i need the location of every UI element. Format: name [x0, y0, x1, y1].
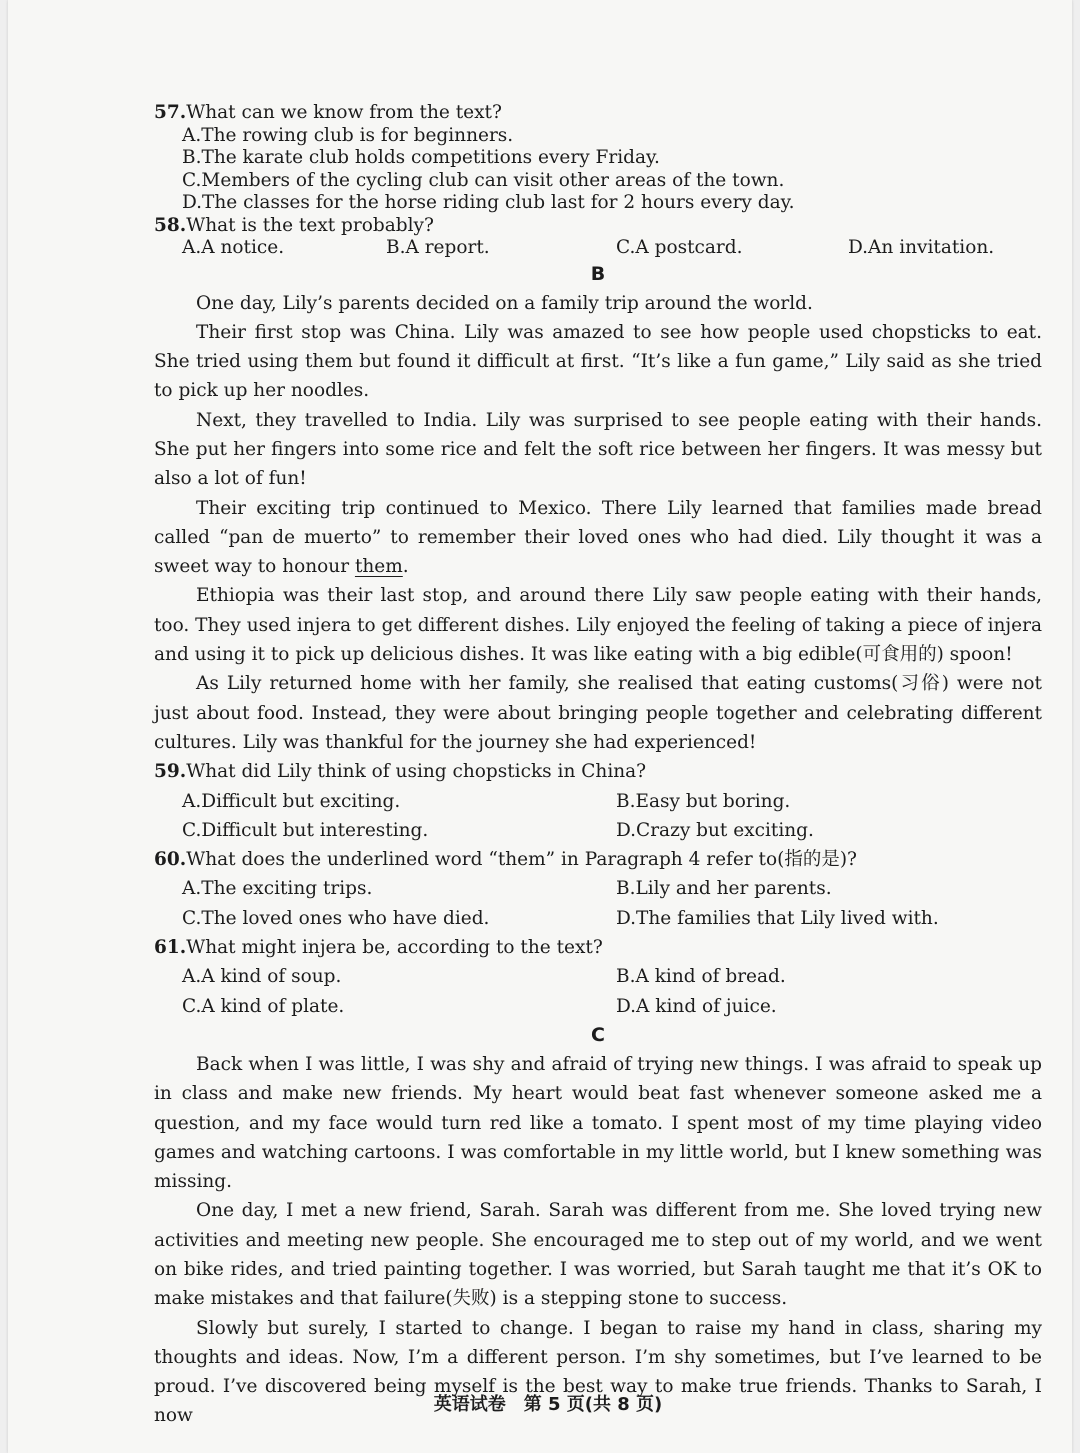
paragraph: Their exciting trip continued to Mexico. There Lily learned that families made bread called “pan de muerto” to remember their loved ones who had died. Lily thought it was a sweet way to honour them. — [154, 497, 1042, 578]
question-stem: 57.What can we know from the text? — [154, 102, 502, 123]
option-d: D.Crazy but exciting. — [616, 819, 814, 841]
option-d: D.The classes for the horse riding club last for 2 hours every day. — [182, 192, 795, 213]
option-a: A.A notice. — [182, 237, 285, 258]
option-a: A.The rowing club is for beginners. — [182, 124, 514, 146]
question-61 — [154, 933, 1042, 1021]
section-title-c: C — [591, 1023, 605, 1046]
question-60 — [154, 845, 1042, 933]
options-grid — [154, 874, 1042, 933]
paragraph: Their first stop was China. Lily was amazed to see how people used chopsticks to eat. She tried using them but found it difficult at first. “It’s like a fun game,” Lily said as she tried to pick up her noodles. — [154, 321, 1042, 402]
option-d: D.An invitation. — [848, 237, 995, 258]
page-content — [154, 102, 1042, 1431]
options-row — [154, 237, 1042, 260]
option-b: B.A report. — [386, 237, 490, 258]
option-c: C.A postcard. — [616, 237, 743, 258]
options-grid — [154, 787, 1042, 846]
paragraph: Back when I was little, I was shy and afraid of trying new things. I was afraid to speak up in class and make new friends. My heart would beat fast whenever someone asked me a question, and my face would turn red like a tomato. I spent most of my time playing video games and watching cartoons. I was comfortable in my little world, but I knew something was missing. — [154, 1053, 1042, 1193]
question-stem: 61.What might injera be, according to the text? — [154, 937, 603, 959]
exam-page — [8, 0, 1072, 1453]
option-b: B.Easy but boring. — [616, 790, 791, 812]
question-stem: 59.What did Lily think of using chopsticks in China? — [154, 761, 647, 783]
question-stem: 58.What is the text probably? — [154, 214, 434, 236]
question-57 — [154, 102, 1042, 215]
paragraph: Next, they travelled to India. Lily was surprised to see people eating with their hands. She put her fingers into some rice and felt the soft rice between her fingers. It was messy but also a lot of fun! — [154, 409, 1042, 490]
option-b: B.The karate club holds competitions every Friday. — [182, 147, 660, 168]
question-58 — [154, 215, 1042, 260]
option-c: C.Difficult but interesting. — [182, 819, 429, 841]
option-b: B.Lily and her parents. — [616, 878, 832, 900]
option-a: A.The exciting trips. — [182, 878, 373, 900]
paragraph: Slowly but surely, I started to change. I began to raise my hand in class, sharing my thoughts and ideas. Now, I’m a different person. I’m shy sometimes, but I’ve learned to be proud. I’ve discovered being myself is the best way to make true friends. Thanks to Sarah, I now — [154, 1317, 1042, 1427]
section-title-b: B — [590, 262, 606, 285]
option-a: A.Difficult but exciting. — [182, 790, 401, 812]
paragraph: As Lily returned home with her family, she realised that eating customs(习俗) were not just about food. Instead, they were about bringing people together and celebrating different cultures. Lily was thankful for the journey she had experienced! — [154, 673, 1042, 753]
option-b: B.A kind of bread. — [616, 966, 786, 988]
option-c: C.Members of the cycling club can visit other areas of the town. — [182, 169, 785, 191]
option-c: C.A kind of plate. — [182, 995, 345, 1017]
question-stem: 60.What does the underlined word “them” in Paragraph 4 refer to(指的是)? — [154, 849, 857, 871]
paragraph: One day, Lily’s parents decided on a family trip around the world. — [196, 292, 813, 314]
options-grid — [154, 962, 1042, 1021]
underlined-word: them — [354, 556, 403, 578]
option-d: D.The families that Lily lived with. — [616, 907, 939, 929]
option-c: C.The loved ones who have died. — [182, 907, 490, 929]
option-d: D.A kind of juice. — [616, 995, 777, 1017]
paragraph: Ethiopia was their last stop, and around there Lily saw people eating with their hands, too. They used injera to get different dishes. Lily enjoyed the feeling of taking a piece of injera and using it to pick up delicious dishes. It was like eating with a big edible(可食用的) spoon! — [154, 585, 1042, 666]
question-59 — [154, 757, 1042, 845]
page-footer: 英语试卷 第 5 页(共 8 页) — [433, 1394, 663, 1415]
option-a: A.A kind of soup. — [182, 966, 342, 988]
paragraph: One day, I met a new friend, Sarah. Sarah was different from me. She loved trying new activities and meeting new people. She encouraged me to step out of my world, and we went on bike rides, and tried painting together. I was worried, but Sarah taught me that it’s OK to make mistakes and that failure(失败) is a stepping stone to success. — [154, 1200, 1042, 1310]
